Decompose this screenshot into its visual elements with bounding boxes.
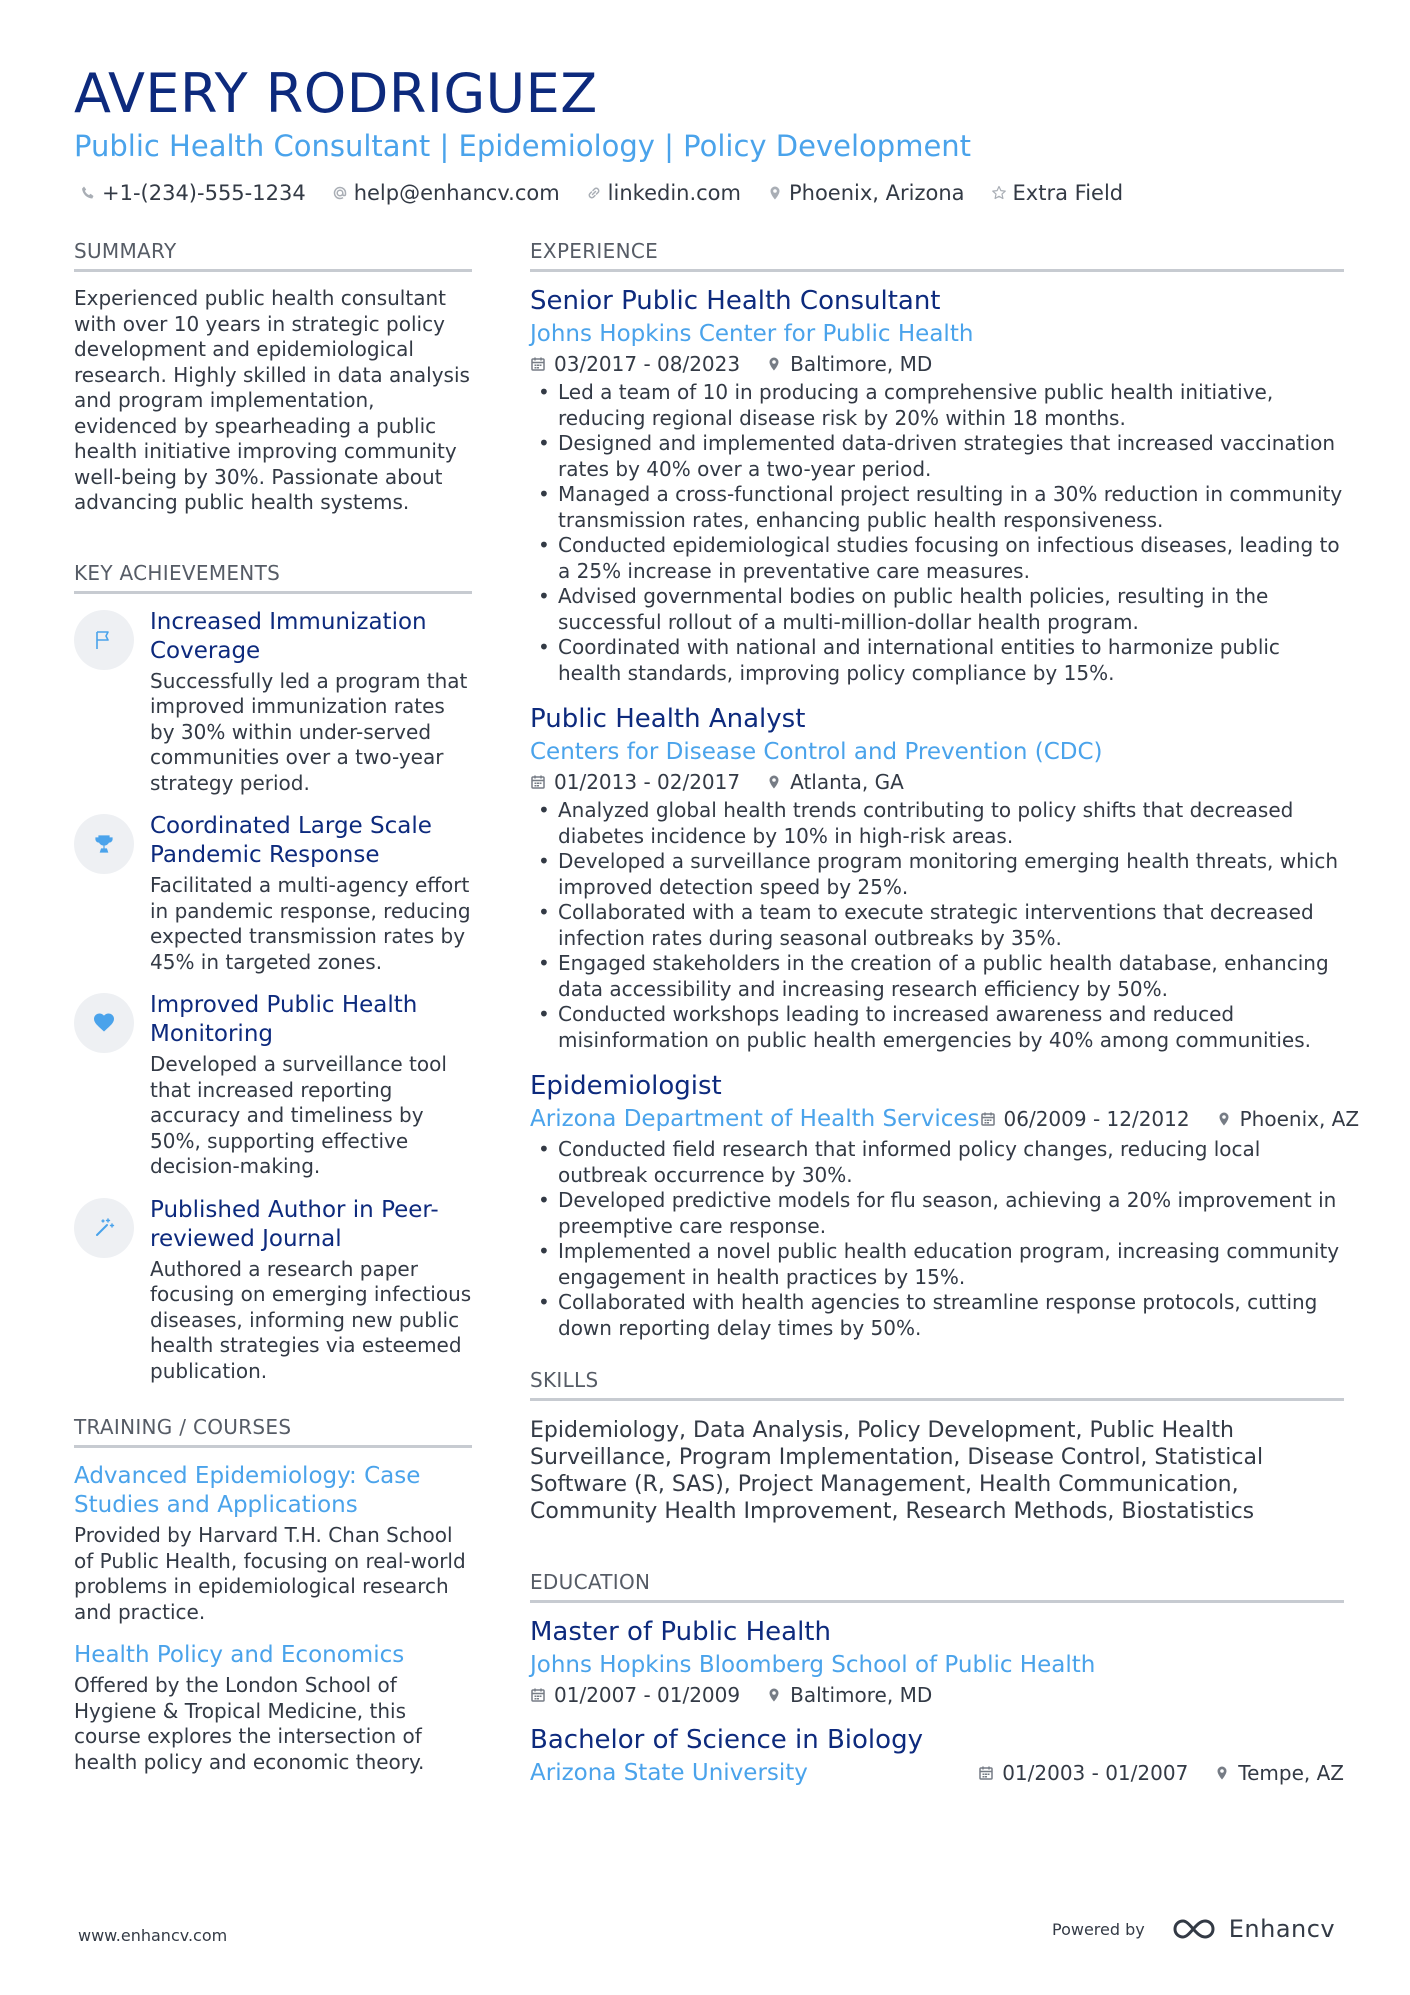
powered-by-label: Powered by xyxy=(1052,1919,1145,1939)
achievement-item xyxy=(74,608,472,797)
contact-extra xyxy=(991,181,1124,205)
job-location: Phoenix, AZ xyxy=(1239,1107,1360,1131)
enhancv-logo-icon xyxy=(1171,1916,1219,1942)
job-company: Johns Hopkins Center for Public Health xyxy=(530,321,974,347)
location-pin-icon xyxy=(766,356,782,372)
job-meta xyxy=(530,768,1344,796)
calendar-icon xyxy=(530,356,546,372)
calendar-icon xyxy=(530,1687,546,1703)
list-item: • Conducted epidemiological studies focusing on infectious diseases, leading to a 25% increase in preventative care measures. xyxy=(530,533,1344,584)
location-pin-icon xyxy=(767,185,783,201)
contact-phone[interactable] xyxy=(80,181,306,205)
achievement-title: Published Author in Peer-reviewed Journal xyxy=(150,1196,439,1252)
footer-branding xyxy=(1052,1915,1335,1943)
magic-wand-icon xyxy=(74,1198,134,1258)
degree: Bachelor of Science in Biology xyxy=(530,1725,923,1755)
education-entry xyxy=(530,1723,1344,1789)
job-location: Baltimore, MD xyxy=(790,352,933,376)
education-location: Baltimore, MD xyxy=(790,1683,933,1707)
location-pin-icon xyxy=(766,1687,782,1703)
achievement-text: Developed a surveillance tool that increased reporting accuracy and timeliness by 50%, supporting effective decision-making. xyxy=(150,1052,447,1178)
job-company: Centers for Disease Control and Prevention (CDC) xyxy=(530,739,1103,765)
list-item: • Developed predictive models for flu season, achieving a 20% improvement in preemptive care response. xyxy=(530,1188,1344,1239)
list-item: • Conducted field research that informed policy changes, reducing local outbreak occurrence by 30%. xyxy=(530,1137,1344,1188)
list-item: • Managed a cross-functional project resulting in a 30% reduction in community transmission rates, enhancing public health responsiveness. xyxy=(530,482,1344,533)
education-heading: EDUCATION xyxy=(530,1569,1344,1603)
course-text: Offered by the London School of Hygiene & Tropical Medicine, this course explores the intersection of health policy and economic theory. xyxy=(74,1673,425,1774)
training-heading: TRAINING / COURSES xyxy=(74,1414,472,1448)
job-dates: 06/2009 - 12/2012 xyxy=(1003,1107,1190,1131)
job-dates: 01/2013 - 02/2017 xyxy=(554,770,741,794)
brand-name: Enhancv xyxy=(1228,1915,1336,1943)
degree: Master of Public Health xyxy=(530,1617,831,1647)
achievement-title: Improved Public Health Monitoring xyxy=(150,992,418,1047)
location-pin-icon xyxy=(1216,1111,1232,1127)
list-item: • Designed and implemented data-driven strategies that increased vaccination rates by 40% over a two-year period. xyxy=(530,431,1344,482)
link-icon xyxy=(586,185,602,201)
location-pin-icon xyxy=(766,774,782,790)
calendar-icon xyxy=(980,1111,996,1127)
course-text: Provided by Harvard T.H. Chan School of Public Health, focusing on real-world problems in epidemiological research and practice. xyxy=(74,1523,466,1624)
education-meta xyxy=(978,1759,1344,1787)
job-title: Epidemiologist xyxy=(530,1071,722,1101)
heart-icon xyxy=(74,993,134,1053)
experience-section xyxy=(530,238,1360,1341)
course-item xyxy=(74,1462,472,1625)
achievement-title: Coordinated Large Scale Pandemic Response xyxy=(150,813,432,868)
summary-text: Experienced public health consultant with over 10 years in strategic policy development and epidemiological research. Highly skilled in data analysis and program implementation, evidenced by spearheading a public health initiative improving community well-being by 30%. Passionate about advancing public health systems. xyxy=(74,286,470,514)
job-title: Public Health Analyst xyxy=(530,704,806,734)
contact-location xyxy=(767,181,965,205)
contact-phone-text: +1-(234)-555-1234 xyxy=(102,181,306,205)
job-bullets xyxy=(530,1137,1344,1341)
job-bullets xyxy=(530,380,1344,686)
left-column xyxy=(74,238,472,1791)
skills-section xyxy=(530,1367,1344,1525)
candidate-headline: Public Health Consultant | Epidemiology | Policy Development xyxy=(74,129,972,163)
list-item: • Conducted workshops leading to increased awareness and reduced misinformation on public health emergencies by 40% among communities. xyxy=(530,1002,1344,1053)
list-item: • Coordinated with national and international entities to harmonize public health standards, improving policy compliance by 15%. xyxy=(530,635,1344,686)
achievement-text: Successfully led a program that improved immunization rates by 30% within under-served communities over a two-year strategy period. xyxy=(150,668,468,795)
job-entry xyxy=(530,1069,1360,1341)
star-icon xyxy=(991,185,1007,201)
education-meta xyxy=(530,1681,1344,1709)
location-pin-icon xyxy=(1214,1765,1230,1781)
education-dates: 01/2007 - 01/2009 xyxy=(554,1683,741,1707)
contact-email-text: help@enhancv.com xyxy=(353,181,560,205)
course-title: Advanced Epidemiology: Case Studies and Applications xyxy=(74,1463,421,1518)
summary-heading: SUMMARY xyxy=(74,238,472,272)
achievement-item xyxy=(74,1196,472,1385)
job-title: Senior Public Health Consultant xyxy=(530,286,941,316)
list-item: • Collaborated with a team to execute strategic interventions that decreased infection rates during seasonal outbreaks by 35%. xyxy=(530,900,1344,951)
course-item xyxy=(74,1641,472,1775)
flag-icon xyxy=(74,610,134,670)
school: Arizona State University xyxy=(530,1760,808,1786)
contact-email[interactable] xyxy=(332,181,560,205)
contact-bar xyxy=(80,178,1123,208)
job-entry xyxy=(530,702,1344,1053)
trophy-icon xyxy=(74,814,134,874)
calendar-icon xyxy=(978,1765,994,1781)
contact-linkedin[interactable] xyxy=(586,181,741,205)
job-location: Atlanta, GA xyxy=(790,770,904,794)
course-title: Health Policy and Economics xyxy=(74,1642,405,1668)
list-item: • Developed a surveillance program monitoring emerging health threats, which improved detection speed by 25%. xyxy=(530,849,1344,900)
list-item: • Implemented a novel public health education program, increasing community engagement in health practices by 15%. xyxy=(530,1239,1344,1290)
right-column xyxy=(530,238,1360,1803)
contact-location-text: Phoenix, Arizona xyxy=(788,181,965,205)
skills-text: Epidemiology, Data Analysis, Policy Development, Public Health Surveillance, Program Implementation, Disease Control, Statistical Software (R, SAS), Project Management, Health Communication, Community Health Improvement, Research Methods, Biostatistics xyxy=(530,1418,1264,1524)
achievement-item xyxy=(74,991,472,1180)
school: Johns Hopkins Bloomberg School of Public Health xyxy=(530,1652,1096,1678)
summary-section xyxy=(74,238,472,516)
education-location: Tempe, AZ xyxy=(1238,1761,1344,1785)
education-dates: 01/2003 - 01/2007 xyxy=(1002,1761,1189,1785)
job-meta xyxy=(530,350,1344,378)
footer-website-link[interactable]: www.enhancv.com xyxy=(78,1926,228,1945)
job-bullets xyxy=(530,798,1344,1053)
job-meta xyxy=(980,1105,1360,1133)
experience-heading: EXPERIENCE xyxy=(530,238,1344,272)
achievement-text: Authored a research paper focusing on emerging infectious diseases, informing new public health strategies via esteemed publication. xyxy=(150,1256,472,1383)
list-item: • Advised governmental bodies on public health policies, resulting in the successful rollout of a multi-million-dollar health program. xyxy=(530,584,1344,635)
phone-icon xyxy=(80,185,96,201)
achievement-text: Facilitated a multi-agency effort in pandemic response, reducing expected transmission rates by 45% in targeted zones. xyxy=(150,873,471,974)
at-icon xyxy=(332,185,348,201)
achievements-heading: KEY ACHIEVEMENTS xyxy=(74,560,472,594)
achievement-title: Increased Immunization Coverage xyxy=(150,608,427,664)
list-item: • Led a team of 10 in producing a comprehensive public health initiative, reducing regional disease risk by 20% within 18 months. xyxy=(530,380,1344,431)
contact-extra-text: Extra Field xyxy=(1012,181,1124,205)
list-item: • Analyzed global health trends contributing to policy shifts that decreased diabetes incidence by 10% in high-risk areas. xyxy=(530,798,1344,849)
education-entry xyxy=(530,1615,1344,1709)
job-company: Arizona Department of Health Services xyxy=(530,1106,980,1132)
brand-logo[interactable] xyxy=(1171,1915,1335,1943)
candidate-name: AVERY RODRIGUEZ xyxy=(74,62,598,125)
training-section xyxy=(74,1414,472,1775)
education-section xyxy=(530,1569,1344,1789)
achievements-section xyxy=(74,560,472,1385)
contact-linkedin-text: linkedin.com xyxy=(607,181,741,205)
achievement-item xyxy=(74,812,472,975)
job-entry xyxy=(530,284,1344,686)
job-dates: 03/2017 - 08/2023 xyxy=(554,352,741,376)
calendar-icon xyxy=(530,774,546,790)
list-item: • Engaged stakeholders in the creation of a public health database, enhancing data accessibility and increasing research efficiency by 50%. xyxy=(530,951,1344,1002)
list-item: • Collaborated with health agencies to streamline response protocols, cutting down reporting delay times by 50%. xyxy=(530,1290,1344,1341)
skills-heading: SKILLS xyxy=(530,1367,1344,1401)
